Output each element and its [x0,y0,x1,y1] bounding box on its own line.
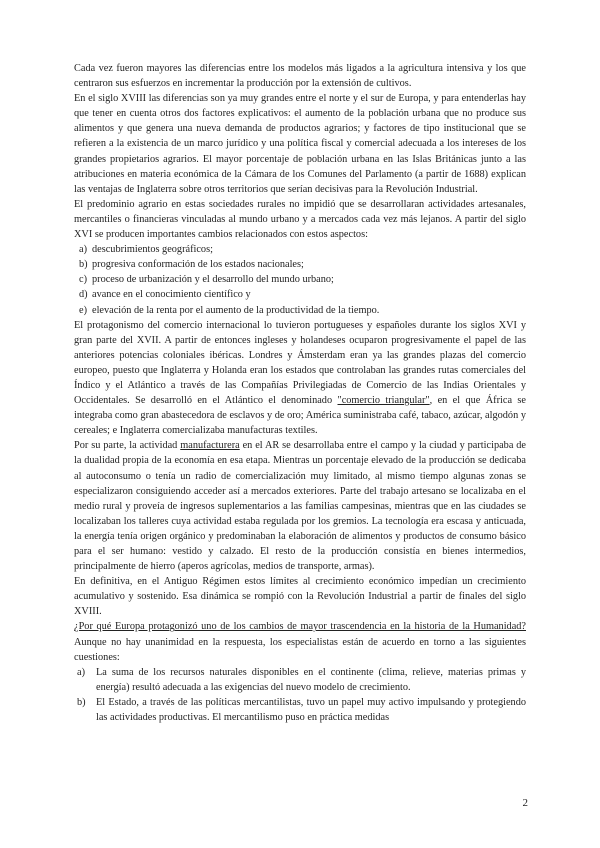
list-marker: a) [77,666,85,678]
list-item-text: descubrimientos geográficos; [92,244,213,256]
comercio-triangular-link[interactable]: "comercio triangular" [337,395,430,407]
changes-list [74,242,526,317]
paragraph-manufacturing [74,438,526,574]
list-item-text: La suma de los recursos naturales disponibles en el continente (clima, relieve, materias primas y energía) resultó adecuada a las exigencias del nuevo modelo de crecimiento. [96,666,526,693]
list-item [74,665,526,695]
paragraph-agrarian-predominance: El predominio agrario en estas sociedades rurales no impidió que se desarrollaran actividades artesanales, mercantiles o financieras vinculadas al mundo urbano y a mercados cada vez más lejanos. A partir del siglo XVI se producen importantes cambios relacionados con estos aspectos: [74,198,526,241]
list-item-text: El Estado, a través de las políticas mercantilistas, tuvo un papel muy activo impulsando y protegiendo las actividades productivas. El mercantilismo puso en práctica medidas [96,696,526,724]
list-marker: b) [79,259,88,271]
causes-list [74,665,526,725]
list-item [74,272,526,287]
list-item [74,303,526,318]
list-marker: e) [79,304,87,316]
list-item-text: proceso de urbanización y el desarrollo del mundo urbano; [92,274,334,286]
paragraph-conclusion: En definitiva, en el Antiguo Régimen estos límites al crecimiento económico impedían un crecimiento acumulativo y sostenido. Esa dinámica se rompió con la Revolución Industrial a partir de finales del siglo XVIII. [74,576,526,618]
list-marker: c) [79,274,87,286]
manufacturera-link[interactable]: manufacturera [180,440,240,452]
list-item [74,287,526,302]
list-item [74,257,526,272]
paragraph-text: Por su parte, la actividad [74,440,181,452]
page-number: 2 [522,797,528,809]
paragraph-text: El protagonismo del comercio internacional lo tuvieron portugueses y españoles durante los siglos XVI y gran parte del XVII. A partir de entonces ingleses y holandeses ocuparon progresivamente el papel de las anteriores potencias coloniales ibéricas. Londres y Ámsterdam eran ya las grandes plazas del comercio europeo, puesto que Inglaterra y Holanda eran los estados que controlaban las grandes rutas comerciales del Índico y el Atlántico a través de las Compañías Privilegiadas de Comercio de las Indias Orientales y Occidentales. Se desarrolló en el Atlántico el denominado [74,319,526,407]
list-marker: b) [77,696,86,708]
list-item-text: avance en el conocimiento científico y [92,289,251,301]
list-marker: a) [79,244,87,256]
paragraph-eighteenth-century: En el siglo XVIII las diferencias son ya muy grandes entre el norte y el sur de Europa, y para entenderlas hay que tener en cuenta otros dos factores explicativos: el aumento de la población urbana que no produce sus alimentos y que genera una nueva demanda de productos agrarios; y factores de tipo institucional que se refieren a la existencia de un marco jurídico y una política fiscal y comercial adecuada a los intereses de los grandes propietarios agrarios. El mayor porcentaje de población urbana en las Islas Británicas junto a las atribuciones en materia económica de la Cámara de los Comunes del Parlamento (a partir de 1688) explican las ventajas de Inglaterra sobre otros territorios que serían decisivas para la Revolución Industrial. [74,93,526,195]
paragraph-question [74,619,526,664]
paragraph-international-trade [74,318,526,439]
list-marker: d) [79,289,88,301]
list-item-text: progresiva conformación de los estados nacionales; [92,259,304,271]
paragraph-agriculture-models: Cada vez fueron mayores las diferencias entre los modelos más ligados a la agricultura intensiva y los que centraron sus esfuerzos en incrementar la producción por la extensión de cultivos. [74,63,526,90]
list-item-text: elevación de la renta por el aumento de la productividad de la tiempo. [92,304,380,316]
list-item [74,242,526,257]
paragraph-text: en el AR se desarrollaba entre el campo y la ciudad y participaba de la dualidad propia de la economía en esa etapa. Mientras un porcentaje elevado de la producción se dedicaba al autoconsumo o tenía un radio de comercialización muy limitado, al mismo tiempo algunas zonas se especializaron consiguiendo acceder así a mercados exteriores. Parte del trabajo artesano se localizaba en el medio rural y proveía de ingresos suplementarios a las familias campesinas, mientras que en las ciudades se localizaban los talleres cuya actividad estaba regulada por los gremios. La tecnología era escasa y anticuada, la energía tenía origen orgánico y predominaban la elaboración de alimentos y productos de consumo básico para el ser humano: vestido y calzado. El resto de la producción consistía en bienes intermedios, principalmente de hierro (aperos agrícolas, medios de transporte, armas). [74,440,527,573]
document-body [74,61,526,725]
question-link[interactable]: ¿Por qué Europa protagonizó uno de los cambios de mayor trascendencia en la historia de la Humanidad? [74,621,526,633]
list-item [74,695,526,725]
paragraph-text: , en el que África se integraba como gran abastecedora de esclavos y de oro; América suministraba café, tabaco, azúcar, algodón y cereales; e Inglaterra comercializaba manufacturas textiles. [74,395,526,437]
paragraph-text: Aunque no hay unanimidad en la respuesta, los especialistas están de acuerdo en torno a las siguientes cuestiones: [74,636,526,663]
